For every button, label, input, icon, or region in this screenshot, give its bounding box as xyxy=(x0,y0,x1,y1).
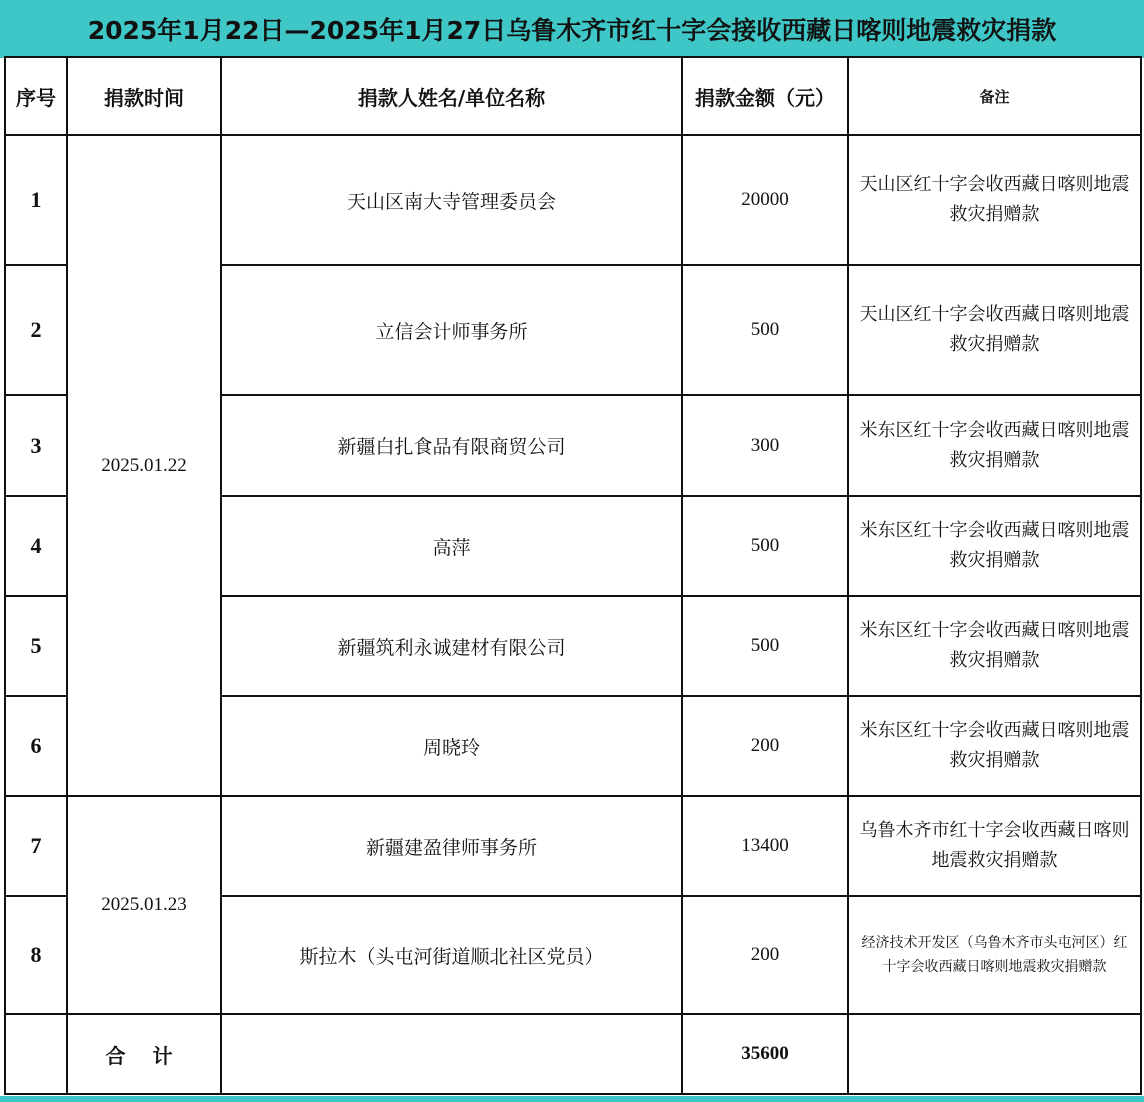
donation-amount: 13400 xyxy=(682,796,848,896)
donation-date: 2025.01.23 xyxy=(67,796,221,1014)
total-donor-cell xyxy=(221,1014,682,1094)
row-index: 3 xyxy=(5,395,67,496)
donation-note: 天山区红十字会收西藏日喀则地震救灾捐赠款 xyxy=(848,135,1141,265)
header-index: 序号 xyxy=(5,57,67,135)
total-index-cell xyxy=(5,1014,67,1094)
row-index: 8 xyxy=(5,896,67,1014)
donation-amount: 20000 xyxy=(682,135,848,265)
donation-note: 天山区红十字会收西藏日喀则地震救灾捐赠款 xyxy=(848,265,1141,395)
donation-date: 2025.01.22 xyxy=(67,135,221,796)
donor-name: 立信会计师事务所 xyxy=(221,265,682,395)
donation-amount: 500 xyxy=(682,265,848,395)
donation-note: 经济技术开发区（乌鲁木齐市头屯河区）红十字会收西藏日喀则地震救灾捐赠款 xyxy=(848,896,1141,1014)
header-date: 捐款时间 xyxy=(67,57,221,135)
table-row xyxy=(5,796,1141,896)
donor-name: 天山区南大寺管理委员会 xyxy=(221,135,682,265)
donation-note: 米东区红十字会收西藏日喀则地震救灾捐赠款 xyxy=(848,696,1141,796)
header-row xyxy=(5,57,1141,135)
donation-note: 米东区红十字会收西藏日喀则地震救灾捐赠款 xyxy=(848,395,1141,496)
total-note-cell xyxy=(848,1014,1141,1094)
row-index: 6 xyxy=(5,696,67,796)
row-index: 5 xyxy=(5,596,67,696)
row-index: 2 xyxy=(5,265,67,395)
row-index: 4 xyxy=(5,496,67,596)
page-title: 2025年1月22日—2025年1月27日乌鲁木齐市红十字会接收西藏日喀则地震救灾捐款 xyxy=(0,0,1144,58)
header-amount: 捐款金额（元） xyxy=(682,57,848,135)
row-index: 1 xyxy=(5,135,67,265)
donor-name: 斯拉木（头屯河街道顺北社区党员） xyxy=(221,896,682,1014)
donor-name: 周晓玲 xyxy=(221,696,682,796)
header-donor: 捐款人姓名/单位名称 xyxy=(221,57,682,135)
donor-name: 新疆建盈律师事务所 xyxy=(221,796,682,896)
donor-name: 新疆白扎食品有限商贸公司 xyxy=(221,395,682,496)
bottom-accent-bar xyxy=(0,1096,1144,1102)
row-index: 7 xyxy=(5,796,67,896)
total-label: 合 计 xyxy=(67,1014,221,1094)
donor-name: 新疆筑利永诚建材有限公司 xyxy=(221,596,682,696)
donation-amount: 500 xyxy=(682,496,848,596)
donor-name: 高萍 xyxy=(221,496,682,596)
donation-note: 米东区红十字会收西藏日喀则地震救灾捐赠款 xyxy=(848,496,1141,596)
donation-table xyxy=(4,56,1142,1095)
table-row xyxy=(5,135,1141,265)
donation-amount: 500 xyxy=(682,596,848,696)
total-row xyxy=(5,1014,1141,1094)
donation-amount: 200 xyxy=(682,696,848,796)
donation-note: 米东区红十字会收西藏日喀则地震救灾捐赠款 xyxy=(848,596,1141,696)
header-note: 备注 xyxy=(848,57,1141,135)
donation-note: 乌鲁木齐市红十字会收西藏日喀则地震救灾捐赠款 xyxy=(848,796,1141,896)
donation-amount: 200 xyxy=(682,896,848,1014)
donation-amount: 300 xyxy=(682,395,848,496)
total-amount: 35600 xyxy=(682,1014,848,1094)
